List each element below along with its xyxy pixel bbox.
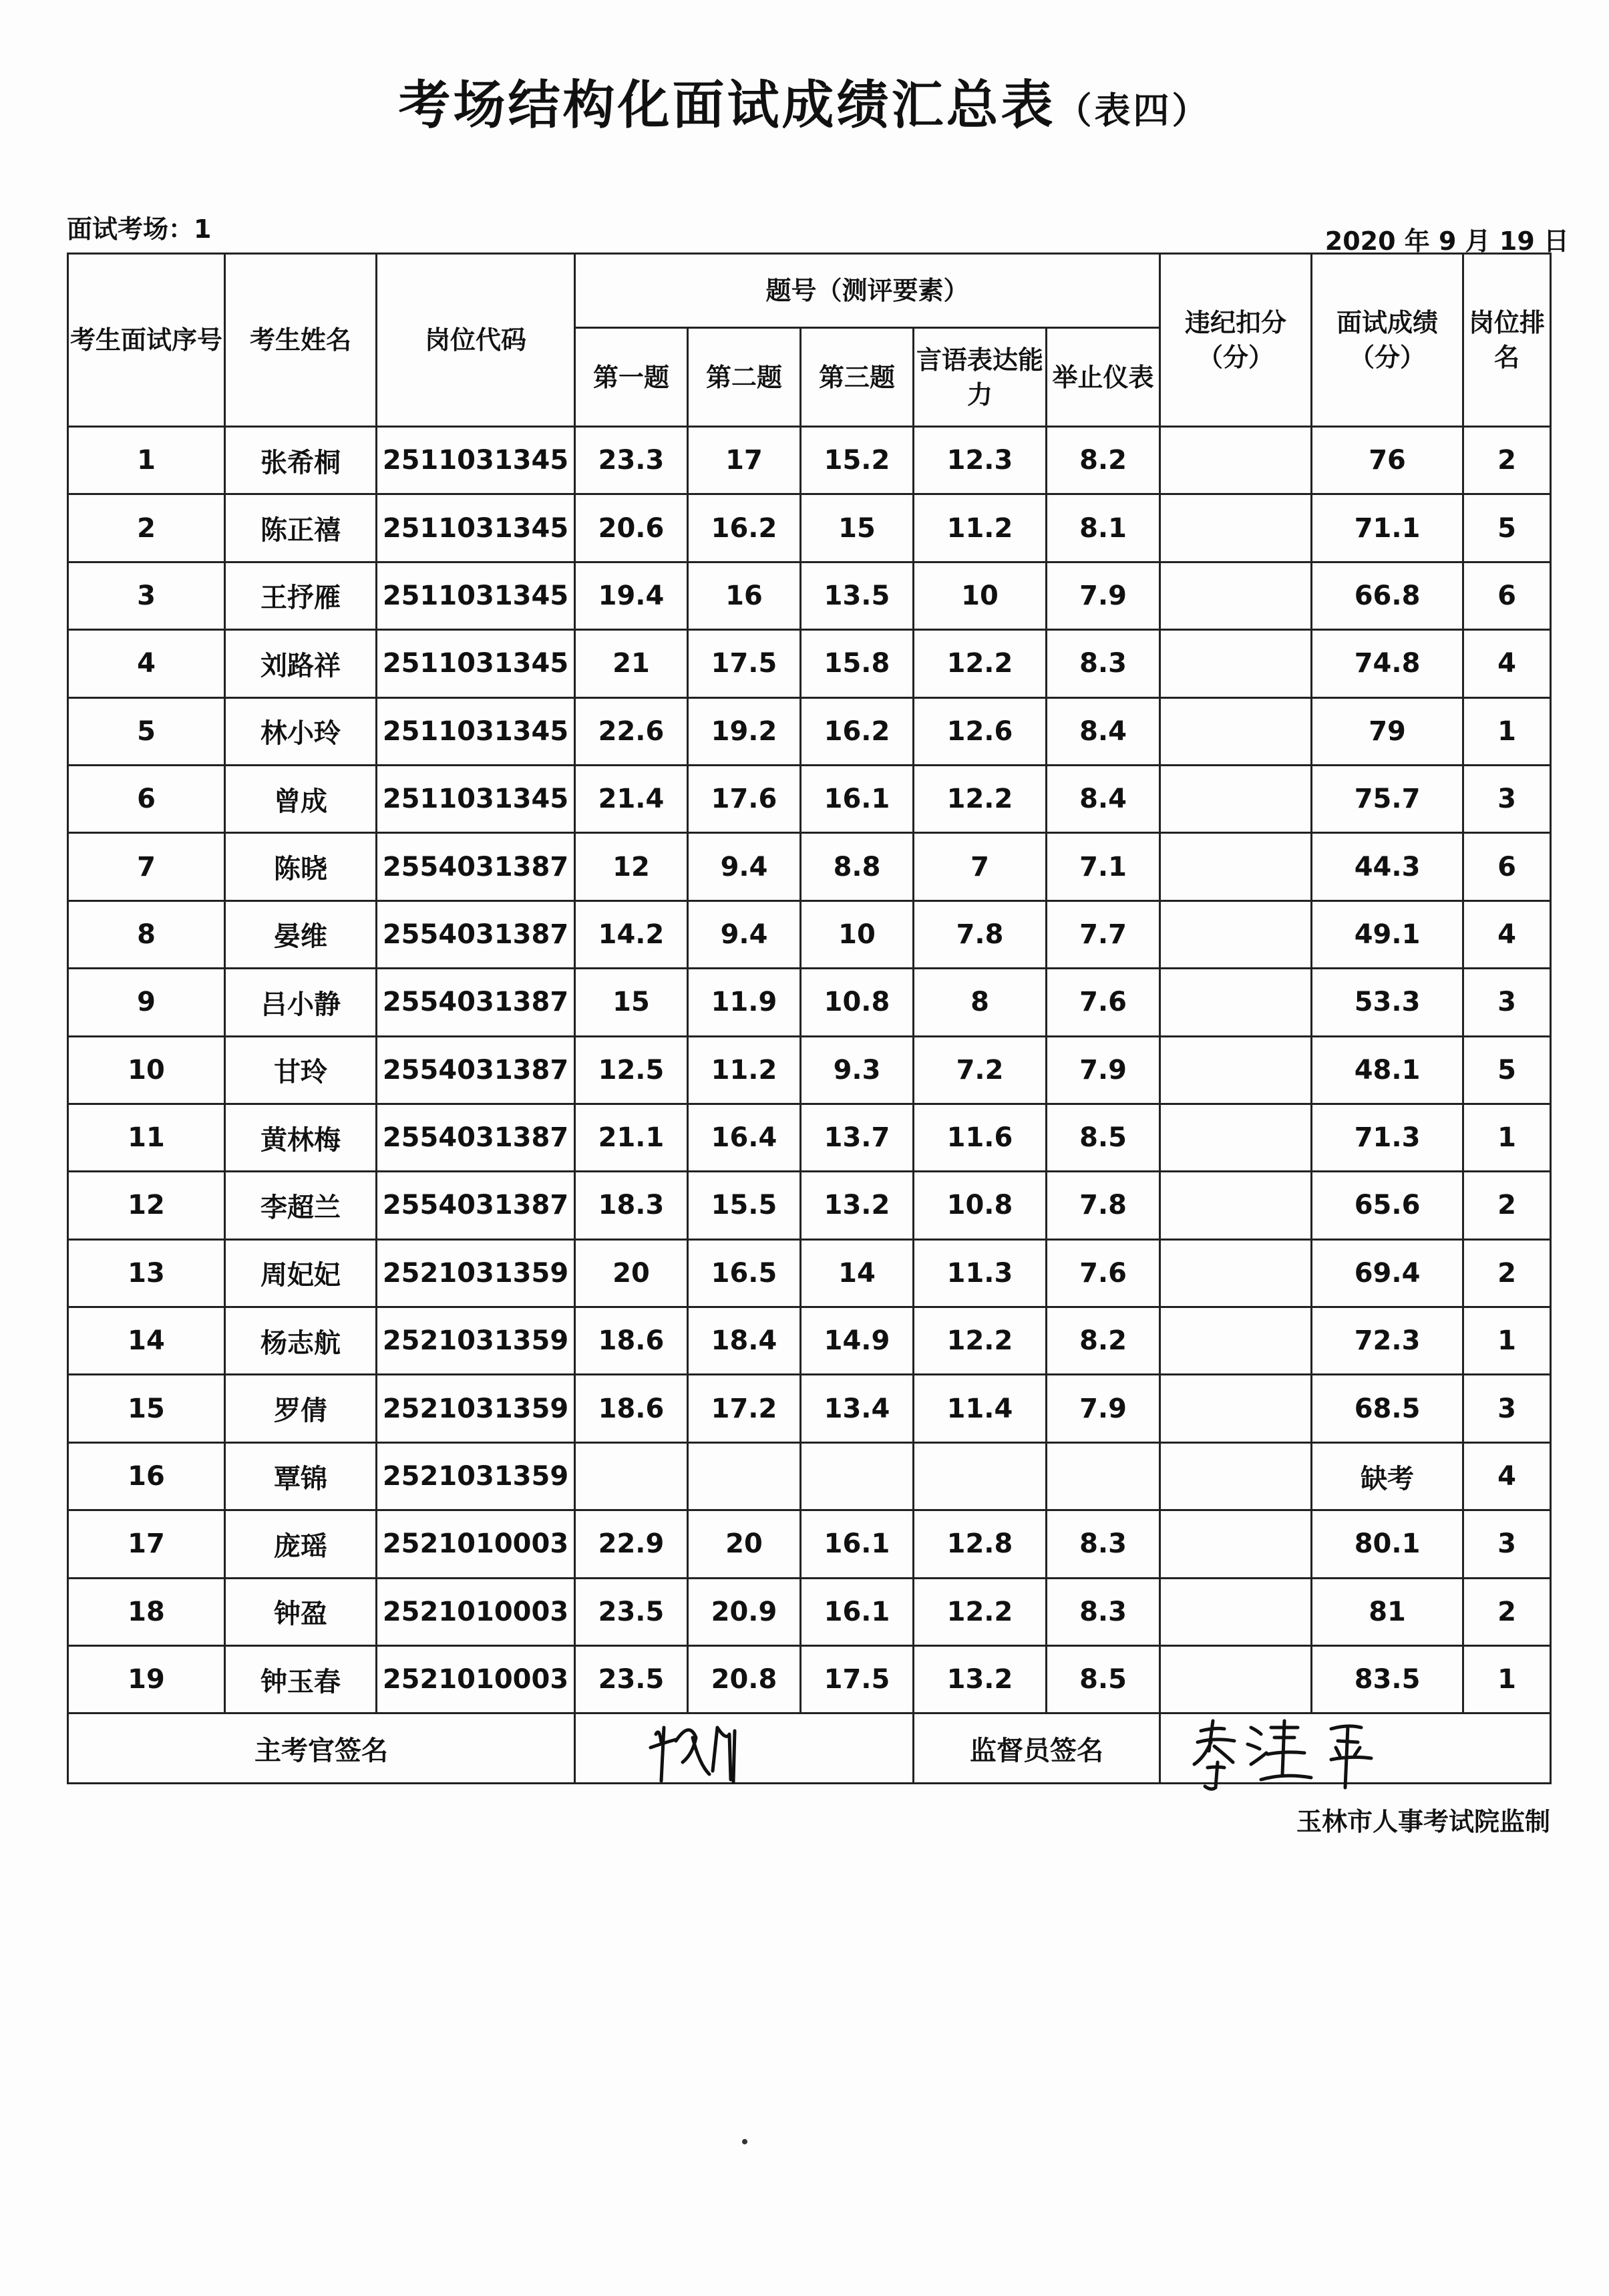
cell-score: 83.5 xyxy=(1312,1646,1463,1713)
cell-name: 覃锦 xyxy=(225,1442,377,1510)
cell-q1: 12.5 xyxy=(575,1036,688,1104)
header-score: 面试成绩（分） xyxy=(1312,254,1463,427)
header-name: 考生姓名 xyxy=(225,254,377,427)
cell-code: 2521010003 xyxy=(377,1578,575,1645)
table-row xyxy=(68,1239,1551,1307)
cell-code: 2511031345 xyxy=(377,630,575,697)
cell-q2: 20.8 xyxy=(688,1646,801,1713)
table-row xyxy=(68,697,1551,765)
cell-q4: 7.2 xyxy=(914,1036,1047,1104)
cell-score: 49.1 xyxy=(1312,900,1463,968)
cell-q3: 15 xyxy=(801,494,914,562)
cell-q1: 20.6 xyxy=(575,494,688,562)
score-table xyxy=(67,253,1552,1784)
cell-name: 吕小静 xyxy=(225,969,377,1036)
table-row xyxy=(68,1578,1551,1645)
supervisor-signature xyxy=(1160,1713,1551,1784)
cell-q3: 17.5 xyxy=(801,1646,914,1713)
cell-seq: 10 xyxy=(68,1036,225,1104)
cell-rank: 3 xyxy=(1463,1510,1551,1578)
cell-rank: 5 xyxy=(1463,494,1551,562)
cell-q1 xyxy=(575,1442,688,1510)
cell-seq: 4 xyxy=(68,630,225,697)
cell-deduction xyxy=(1160,630,1312,697)
cell-rank: 4 xyxy=(1463,900,1551,968)
cell-q5: 7.8 xyxy=(1047,1172,1160,1239)
cell-code: 2554031387 xyxy=(377,1172,575,1239)
cell-q3: 16.1 xyxy=(801,1578,914,1645)
cell-name: 张希桐 xyxy=(225,427,377,494)
cell-seq: 16 xyxy=(68,1442,225,1510)
cell-seq: 11 xyxy=(68,1104,225,1171)
cell-q5: 8.4 xyxy=(1047,765,1160,832)
cell-q3: 13.2 xyxy=(801,1172,914,1239)
cell-seq: 15 xyxy=(68,1375,225,1442)
table-row xyxy=(68,1307,1551,1375)
handwritten-signature-icon xyxy=(576,1701,914,1794)
cell-q2: 17.6 xyxy=(688,765,801,832)
cell-q5: 7.1 xyxy=(1047,833,1160,900)
cell-name: 王抒雁 xyxy=(225,562,377,629)
cell-q4: 11.4 xyxy=(914,1375,1047,1442)
cell-score: 75.7 xyxy=(1312,765,1463,832)
header-seq: 考生面试序号 xyxy=(68,254,225,427)
cell-q1: 21.1 xyxy=(575,1104,688,1171)
cell-name: 刘路祥 xyxy=(225,630,377,697)
cell-q2: 16.2 xyxy=(688,494,801,562)
cell-q2: 11.9 xyxy=(688,969,801,1036)
cell-q4: 10 xyxy=(914,562,1047,629)
handwritten-signature-icon xyxy=(1161,1701,1552,1794)
cell-q2: 16 xyxy=(688,562,801,629)
cell-q2: 19.2 xyxy=(688,697,801,765)
cell-q2: 9.4 xyxy=(688,833,801,900)
cell-rank: 2 xyxy=(1463,1578,1551,1645)
table-row xyxy=(68,765,1551,832)
cell-seq: 18 xyxy=(68,1578,225,1645)
cell-name: 曾成 xyxy=(225,765,377,832)
cell-code: 2521031359 xyxy=(377,1239,575,1307)
cell-score: 53.3 xyxy=(1312,969,1463,1036)
cell-q2: 20.9 xyxy=(688,1578,801,1645)
cell-score: 72.3 xyxy=(1312,1307,1463,1375)
cell-rank: 1 xyxy=(1463,697,1551,765)
title-suffix: （表四） xyxy=(1055,90,1211,132)
cell-code: 2554031387 xyxy=(377,969,575,1036)
cell-q3: 14 xyxy=(801,1239,914,1307)
document-title xyxy=(0,63,1609,138)
cell-q1: 14.2 xyxy=(575,900,688,968)
cell-q2: 15.5 xyxy=(688,1172,801,1239)
cell-score: 65.6 xyxy=(1312,1172,1463,1239)
signature-row xyxy=(68,1713,1551,1784)
cell-name: 陈晓 xyxy=(225,833,377,900)
cell-q4: 12.2 xyxy=(914,1578,1047,1645)
cell-q5: 8.5 xyxy=(1047,1104,1160,1171)
cell-deduction xyxy=(1160,1239,1312,1307)
cell-score: 44.3 xyxy=(1312,833,1463,900)
cell-rank: 1 xyxy=(1463,1104,1551,1171)
cell-seq: 1 xyxy=(68,427,225,494)
title-main: 考场结构化面试成绩汇总表 xyxy=(398,75,1056,136)
cell-q3: 8.8 xyxy=(801,833,914,900)
cell-seq: 13 xyxy=(68,1239,225,1307)
cell-q1: 22.9 xyxy=(575,1510,688,1578)
cell-rank: 4 xyxy=(1463,1442,1551,1510)
cell-deduction xyxy=(1160,1036,1312,1104)
cell-q5: 8.3 xyxy=(1047,1510,1160,1578)
cell-q1: 22.6 xyxy=(575,697,688,765)
header-q4: 言语表达能力 xyxy=(914,328,1047,427)
table-row xyxy=(68,1375,1551,1442)
header-deduction: 违纪扣分（分） xyxy=(1160,254,1312,427)
cell-q1: 23.5 xyxy=(575,1578,688,1645)
chief-examiner-signature xyxy=(575,1713,914,1784)
cell-code: 2554031387 xyxy=(377,900,575,968)
table-row xyxy=(68,427,1551,494)
cell-name: 李超兰 xyxy=(225,1172,377,1239)
cell-code: 2511031345 xyxy=(377,765,575,832)
cell-seq: 8 xyxy=(68,900,225,968)
cell-code: 2554031387 xyxy=(377,833,575,900)
cell-q5: 8.2 xyxy=(1047,1307,1160,1375)
cell-deduction xyxy=(1160,1375,1312,1442)
cell-code: 2511031345 xyxy=(377,697,575,765)
cell-rank: 2 xyxy=(1463,427,1551,494)
cell-q3: 13.7 xyxy=(801,1104,914,1171)
cell-q1: 18.6 xyxy=(575,1307,688,1375)
cell-q3: 15.8 xyxy=(801,630,914,697)
table-row xyxy=(68,900,1551,968)
cell-seq: 17 xyxy=(68,1510,225,1578)
cell-score: 76 xyxy=(1312,427,1463,494)
cell-deduction xyxy=(1160,1172,1312,1239)
cell-name: 晏维 xyxy=(225,900,377,968)
cell-deduction xyxy=(1160,494,1312,562)
cell-q2: 9.4 xyxy=(688,900,801,968)
cell-q4: 12.2 xyxy=(914,765,1047,832)
cell-name: 周妃妃 xyxy=(225,1239,377,1307)
cell-q5: 8.3 xyxy=(1047,630,1160,697)
cell-q3: 16.1 xyxy=(801,765,914,832)
cell-deduction xyxy=(1160,1510,1312,1578)
cell-q5: 8.5 xyxy=(1047,1646,1160,1713)
cell-q2: 17.2 xyxy=(688,1375,801,1442)
cell-rank: 6 xyxy=(1463,833,1551,900)
header-post-code: 岗位代码 xyxy=(377,254,575,427)
cell-code: 2511031345 xyxy=(377,562,575,629)
cell-q5: 8.3 xyxy=(1047,1578,1160,1645)
cell-name: 陈正禧 xyxy=(225,494,377,562)
cell-rank: 2 xyxy=(1463,1172,1551,1239)
cell-q3: 10.8 xyxy=(801,969,914,1036)
cell-q3: 13.5 xyxy=(801,562,914,629)
header-q1: 第一题 xyxy=(575,328,688,427)
cell-q1: 12 xyxy=(575,833,688,900)
cell-q2: 17 xyxy=(688,427,801,494)
cell-seq: 12 xyxy=(68,1172,225,1239)
cell-name: 庞瑶 xyxy=(225,1510,377,1578)
cell-code: 2521031359 xyxy=(377,1375,575,1442)
cell-name: 钟玉春 xyxy=(225,1646,377,1713)
cell-rank: 4 xyxy=(1463,630,1551,697)
cell-q3: 15.2 xyxy=(801,427,914,494)
cell-q5: 7.6 xyxy=(1047,1239,1160,1307)
header-q5: 举止仪表 xyxy=(1047,328,1160,427)
cell-q4: 7.8 xyxy=(914,900,1047,968)
cell-deduction xyxy=(1160,765,1312,832)
cell-rank: 2 xyxy=(1463,1239,1551,1307)
cell-code: 2521010003 xyxy=(377,1646,575,1713)
table-row xyxy=(68,1510,1551,1578)
cell-deduction xyxy=(1160,562,1312,629)
cell-q4: 12.8 xyxy=(914,1510,1047,1578)
cell-score: 66.8 xyxy=(1312,562,1463,629)
cell-name: 罗倩 xyxy=(225,1375,377,1442)
cell-score: 68.5 xyxy=(1312,1375,1463,1442)
scan-speck xyxy=(742,2139,747,2144)
table-row xyxy=(68,1172,1551,1239)
cell-q1: 19.4 xyxy=(575,562,688,629)
cell-score: 80.1 xyxy=(1312,1510,1463,1578)
table-row xyxy=(68,1036,1551,1104)
cell-deduction xyxy=(1160,1442,1312,1510)
cell-q5: 8.1 xyxy=(1047,494,1160,562)
cell-score: 71.3 xyxy=(1312,1104,1463,1171)
table-row xyxy=(68,1104,1551,1171)
cell-q2: 16.5 xyxy=(688,1239,801,1307)
cell-rank: 1 xyxy=(1463,1646,1551,1713)
cell-code: 2511031345 xyxy=(377,427,575,494)
table-row xyxy=(68,833,1551,900)
header-q2: 第二题 xyxy=(688,328,801,427)
cell-seq: 7 xyxy=(68,833,225,900)
cell-q4: 10.8 xyxy=(914,1172,1047,1239)
cell-name: 林小玲 xyxy=(225,697,377,765)
table-row xyxy=(68,562,1551,629)
cell-q4: 11.3 xyxy=(914,1239,1047,1307)
cell-q1: 23.3 xyxy=(575,427,688,494)
cell-q3 xyxy=(801,1442,914,1510)
cell-seq: 3 xyxy=(68,562,225,629)
cell-seq: 2 xyxy=(68,494,225,562)
cell-seq: 9 xyxy=(68,969,225,1036)
cell-q4 xyxy=(914,1442,1047,1510)
cell-rank: 6 xyxy=(1463,562,1551,629)
cell-q2 xyxy=(688,1442,801,1510)
cell-deduction xyxy=(1160,1104,1312,1171)
cell-q3: 13.4 xyxy=(801,1375,914,1442)
cell-q3: 16.1 xyxy=(801,1510,914,1578)
cell-q5: 8.4 xyxy=(1047,697,1160,765)
header-question-group: 题号（测评要素） xyxy=(575,254,1160,328)
cell-q4: 12.2 xyxy=(914,1307,1047,1375)
exam-date: 2020 年 9 月 19 日 xyxy=(1324,226,1569,256)
cell-deduction xyxy=(1160,697,1312,765)
cell-code: 2521031359 xyxy=(377,1307,575,1375)
cell-q1: 21.4 xyxy=(575,765,688,832)
cell-q2: 17.5 xyxy=(688,630,801,697)
cell-q2: 18.4 xyxy=(688,1307,801,1375)
cell-q4: 13.2 xyxy=(914,1646,1047,1713)
cell-q4: 12.3 xyxy=(914,427,1047,494)
cell-deduction xyxy=(1160,969,1312,1036)
cell-rank: 3 xyxy=(1463,969,1551,1036)
cell-code: 2521031359 xyxy=(377,1442,575,1510)
cell-q5: 8.2 xyxy=(1047,427,1160,494)
cell-seq: 14 xyxy=(68,1307,225,1375)
cell-deduction xyxy=(1160,427,1312,494)
table-row xyxy=(68,969,1551,1036)
cell-score: 71.1 xyxy=(1312,494,1463,562)
cell-score: 81 xyxy=(1312,1578,1463,1645)
cell-deduction xyxy=(1160,900,1312,968)
table-row xyxy=(68,630,1551,697)
table-row xyxy=(68,494,1551,562)
cell-code: 2521010003 xyxy=(377,1510,575,1578)
cell-q5: 7.7 xyxy=(1047,900,1160,968)
cell-deduction xyxy=(1160,1307,1312,1375)
cell-q3: 9.3 xyxy=(801,1036,914,1104)
cell-q2: 11.2 xyxy=(688,1036,801,1104)
cell-q5: 7.9 xyxy=(1047,562,1160,629)
cell-rank: 3 xyxy=(1463,765,1551,832)
cell-q3: 14.9 xyxy=(801,1307,914,1375)
cell-q4: 12.2 xyxy=(914,630,1047,697)
cell-q1: 20 xyxy=(575,1239,688,1307)
cell-score: 79 xyxy=(1312,697,1463,765)
cell-rank: 3 xyxy=(1463,1375,1551,1442)
cell-score: 69.4 xyxy=(1312,1239,1463,1307)
cell-q4: 11.6 xyxy=(914,1104,1047,1171)
cell-name: 杨志航 xyxy=(225,1307,377,1375)
cell-q5: 7.9 xyxy=(1047,1375,1160,1442)
cell-name: 黄林梅 xyxy=(225,1104,377,1171)
cell-q1: 23.5 xyxy=(575,1646,688,1713)
exam-room: 面试考场：1 xyxy=(67,214,212,244)
cell-code: 2511031345 xyxy=(377,494,575,562)
cell-q5 xyxy=(1047,1442,1160,1510)
cell-code: 2554031387 xyxy=(377,1104,575,1171)
cell-deduction xyxy=(1160,1578,1312,1645)
cell-q3: 10 xyxy=(801,900,914,968)
cell-rank: 1 xyxy=(1463,1307,1551,1375)
cell-score: 74.8 xyxy=(1312,630,1463,697)
chief-examiner-label: 主考官签名 xyxy=(68,1713,575,1784)
cell-q5: 7.9 xyxy=(1047,1036,1160,1104)
cell-q1: 15 xyxy=(575,969,688,1036)
cell-q2: 20 xyxy=(688,1510,801,1578)
cell-seq: 6 xyxy=(68,765,225,832)
supervisor-label: 监督员签名 xyxy=(914,1713,1160,1784)
footer-issuer: 玉林市人事考试院监制 xyxy=(1296,1807,1550,1836)
cell-name: 甘玲 xyxy=(225,1036,377,1104)
cell-score: 48.1 xyxy=(1312,1036,1463,1104)
cell-q3: 16.2 xyxy=(801,697,914,765)
header-q3: 第三题 xyxy=(801,328,914,427)
cell-rank: 5 xyxy=(1463,1036,1551,1104)
cell-q4: 11.2 xyxy=(914,494,1047,562)
table-row xyxy=(68,1442,1551,1510)
cell-q1: 18.6 xyxy=(575,1375,688,1442)
cell-name: 钟盈 xyxy=(225,1578,377,1645)
cell-deduction xyxy=(1160,833,1312,900)
cell-code: 2554031387 xyxy=(377,1036,575,1104)
cell-q5: 7.6 xyxy=(1047,969,1160,1036)
cell-q4: 7 xyxy=(914,833,1047,900)
cell-q4: 12.6 xyxy=(914,697,1047,765)
cell-seq: 5 xyxy=(68,697,225,765)
cell-q4: 8 xyxy=(914,969,1047,1036)
cell-seq: 19 xyxy=(68,1646,225,1713)
cell-q1: 21 xyxy=(575,630,688,697)
cell-q2: 16.4 xyxy=(688,1104,801,1171)
cell-score: 缺考 xyxy=(1312,1442,1463,1510)
cell-q1: 18.3 xyxy=(575,1172,688,1239)
header-rank: 岗位排名 xyxy=(1463,254,1551,427)
